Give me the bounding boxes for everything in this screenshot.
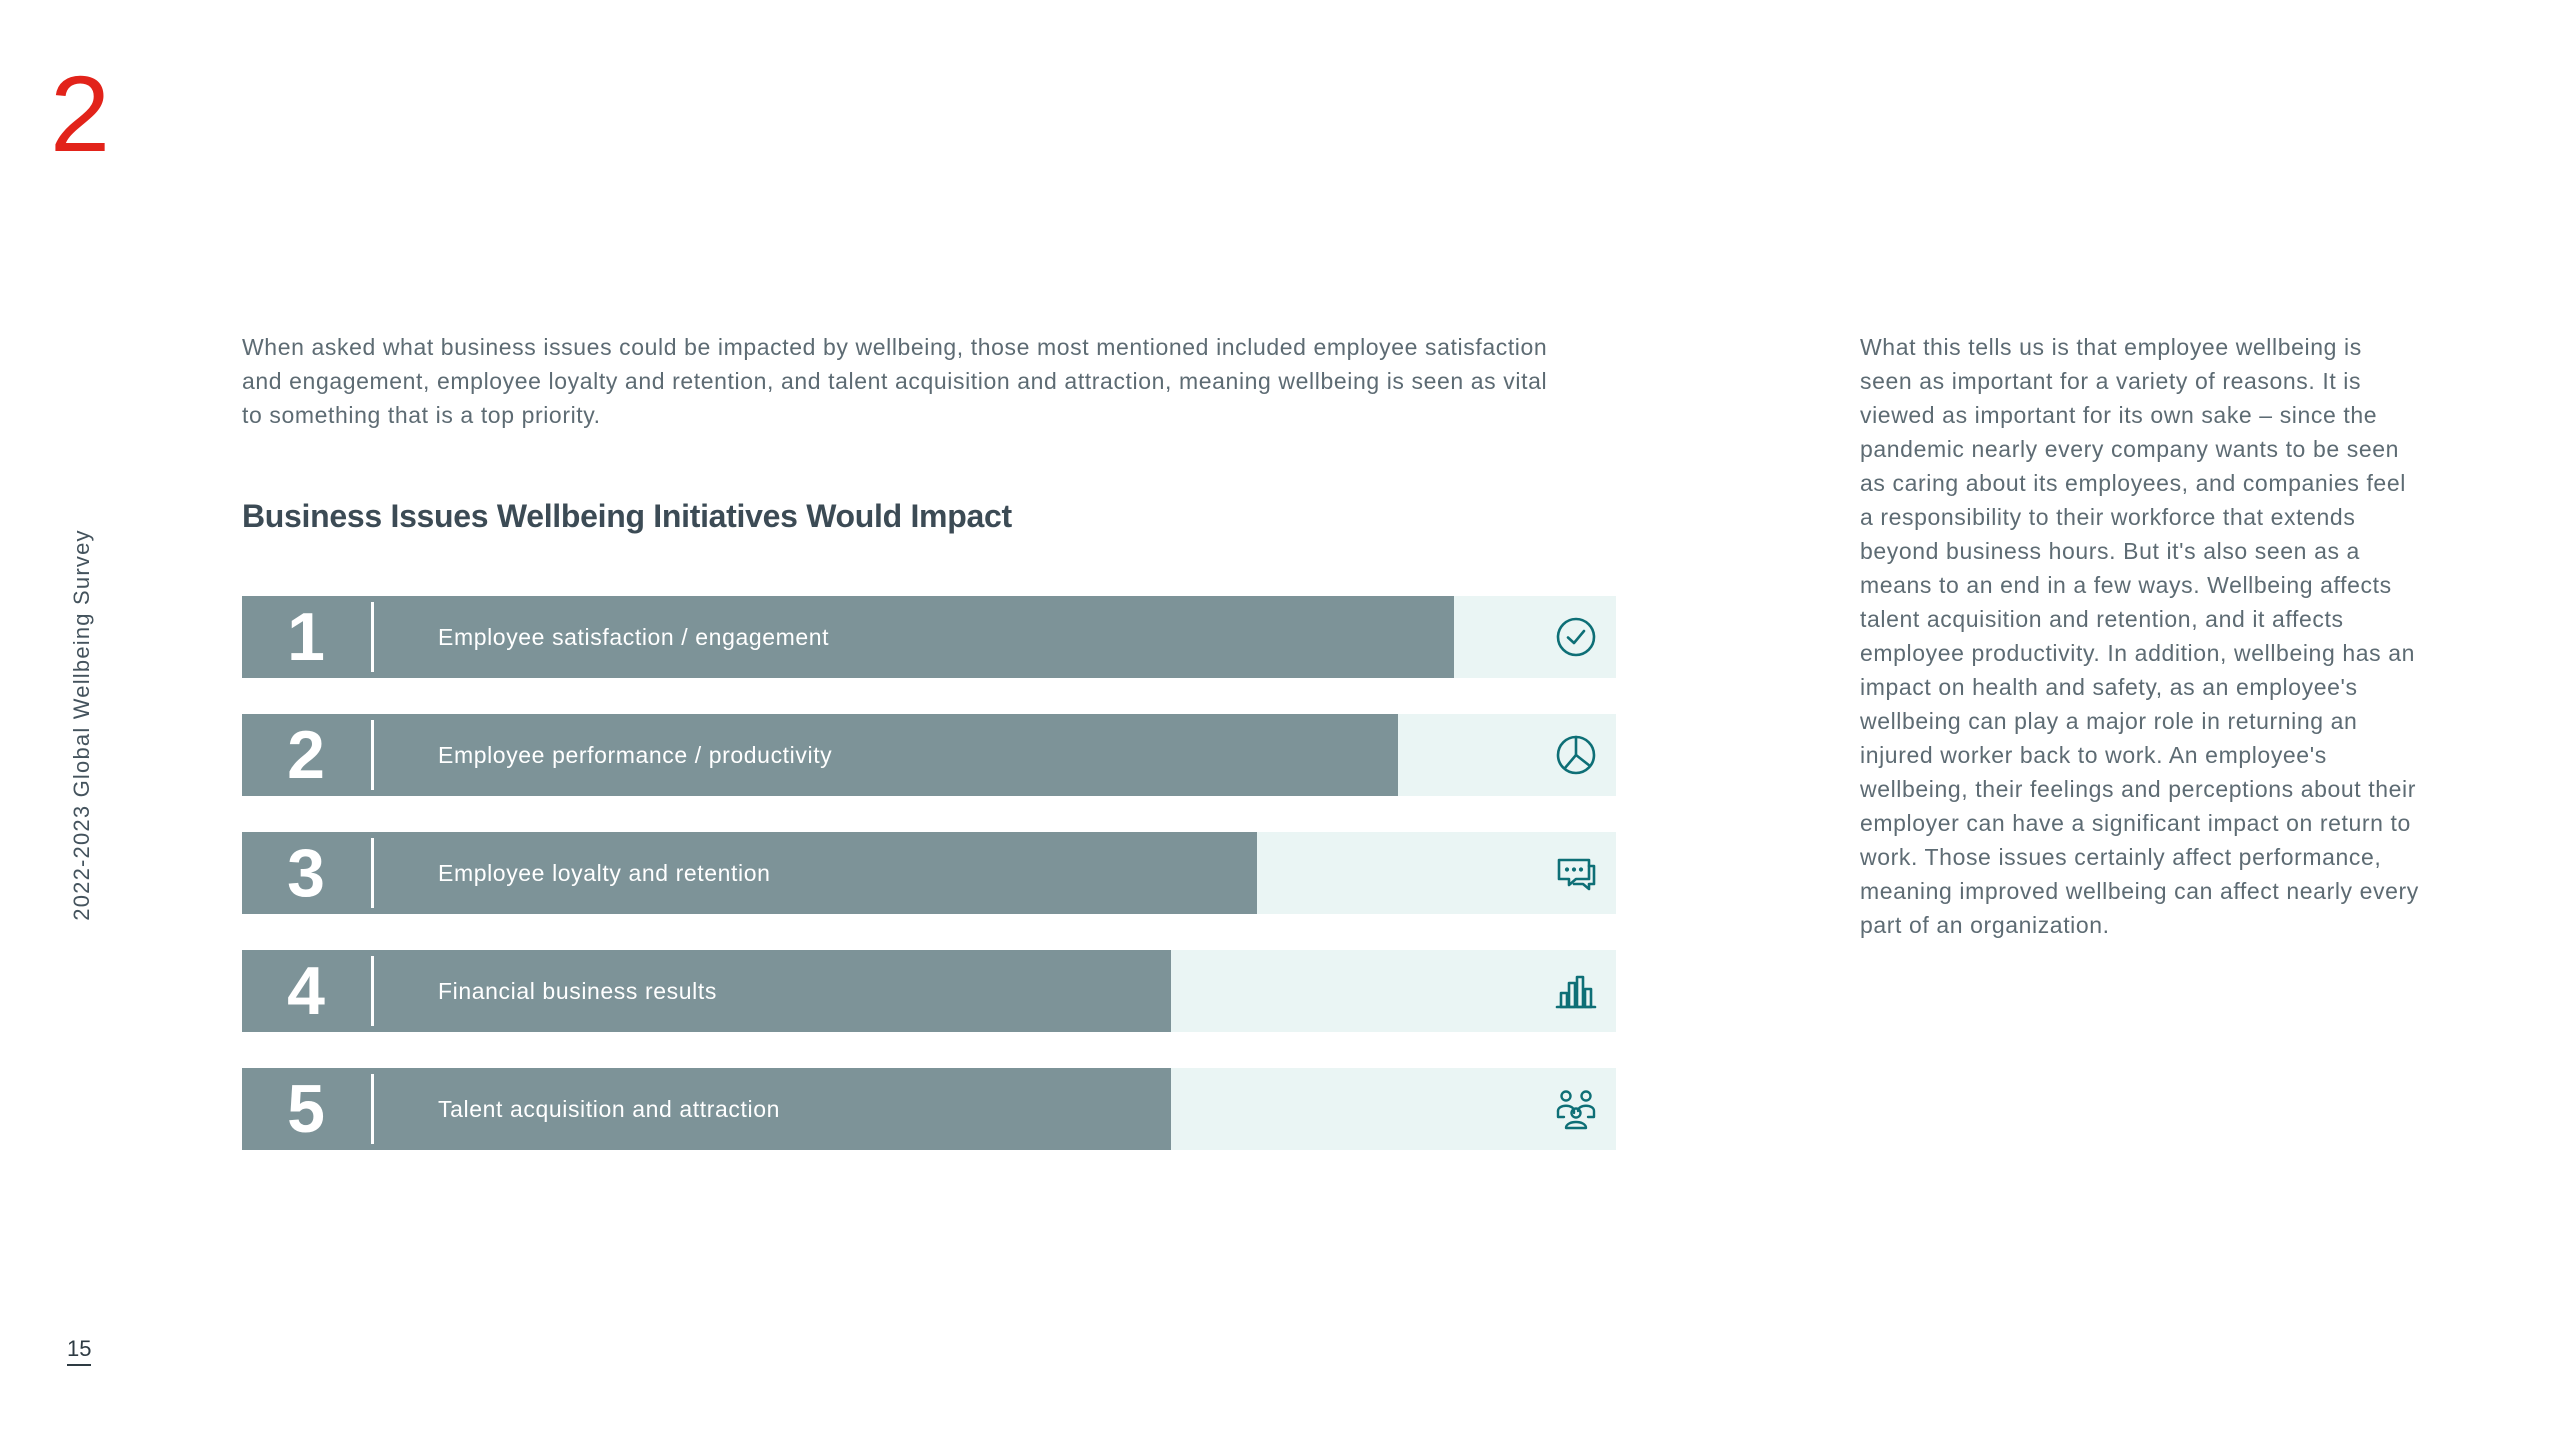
rank-number: 4 — [287, 953, 325, 1029]
ranked-row-2 — [242, 714, 1616, 796]
rank-divider — [371, 838, 374, 908]
rank-number: 5 — [287, 1071, 325, 1147]
people-group-icon — [1554, 1087, 1598, 1131]
pie-chart-icon — [1554, 733, 1598, 777]
rank-divider — [371, 602, 374, 672]
row-label: Talent acquisition and attraction — [438, 1096, 781, 1122]
rank-divider — [371, 720, 374, 790]
row-fill-bar — [242, 596, 1454, 678]
row-label: Employee loyalty and retention — [438, 860, 771, 886]
chat-bubbles-icon — [1554, 851, 1598, 895]
row-label: Employee performance / productivity — [438, 742, 833, 768]
rank-divider — [371, 956, 374, 1026]
page-number: 15 — [67, 1338, 91, 1366]
rank-number: 1 — [287, 599, 325, 675]
ranked-bar-list — [242, 596, 1616, 1186]
chart-title: Business Issues Wellbeing Initiatives Would Impact — [242, 498, 1012, 534]
report-title-vertical: 2022-2023 Global Wellbeing Survey — [69, 529, 94, 921]
ranked-row-3 — [242, 832, 1616, 914]
intro-paragraph: When asked what business issues could be impacted by wellbeing, those most mentioned included employee satisfaction and engagement, employee loyalty and retention, and talent acquisition and attraction, meaning wellbeing is seen as vital to something that is a top priority. — [242, 334, 1548, 428]
rank-number: 2 — [287, 717, 325, 793]
ranked-row-1 — [242, 596, 1616, 678]
section-number: 2 — [50, 53, 111, 174]
check-circle-icon — [1554, 615, 1598, 659]
rank-divider — [371, 1074, 374, 1144]
row-label: Financial business results — [438, 978, 717, 1004]
bar-chart-icon — [1554, 969, 1598, 1013]
rank-number: 3 — [287, 835, 325, 911]
side-column-paragraph: What this tells us is that employee wellbeing is seen as important for a variety of reasons. It is viewed as important for its own sake – since the pandemic nearly every company wants to be seen as caring about its employees, and companies feel a responsibility to their workforce that extends beyond business hours. But it's also seen as a means to an end in a few ways. Wellbeing affects talent acquisition and retention, and it affects employee productivity. In addition, wellbeing has an impact on health and safety, as an employee's wellbeing can play a major role in returning an injured worker back to work. An employee's wellbeing, their feelings and perceptions about their employer can have a significant impact on return to work. Those issues certainly affect performance, meaning improved wellbeing can affect nearly every part of an organization. — [1860, 334, 2419, 938]
ranked-row-4 — [242, 950, 1616, 1032]
ranked-row-5 — [242, 1068, 1616, 1150]
row-label: Employee satisfaction / engagement — [438, 624, 830, 650]
